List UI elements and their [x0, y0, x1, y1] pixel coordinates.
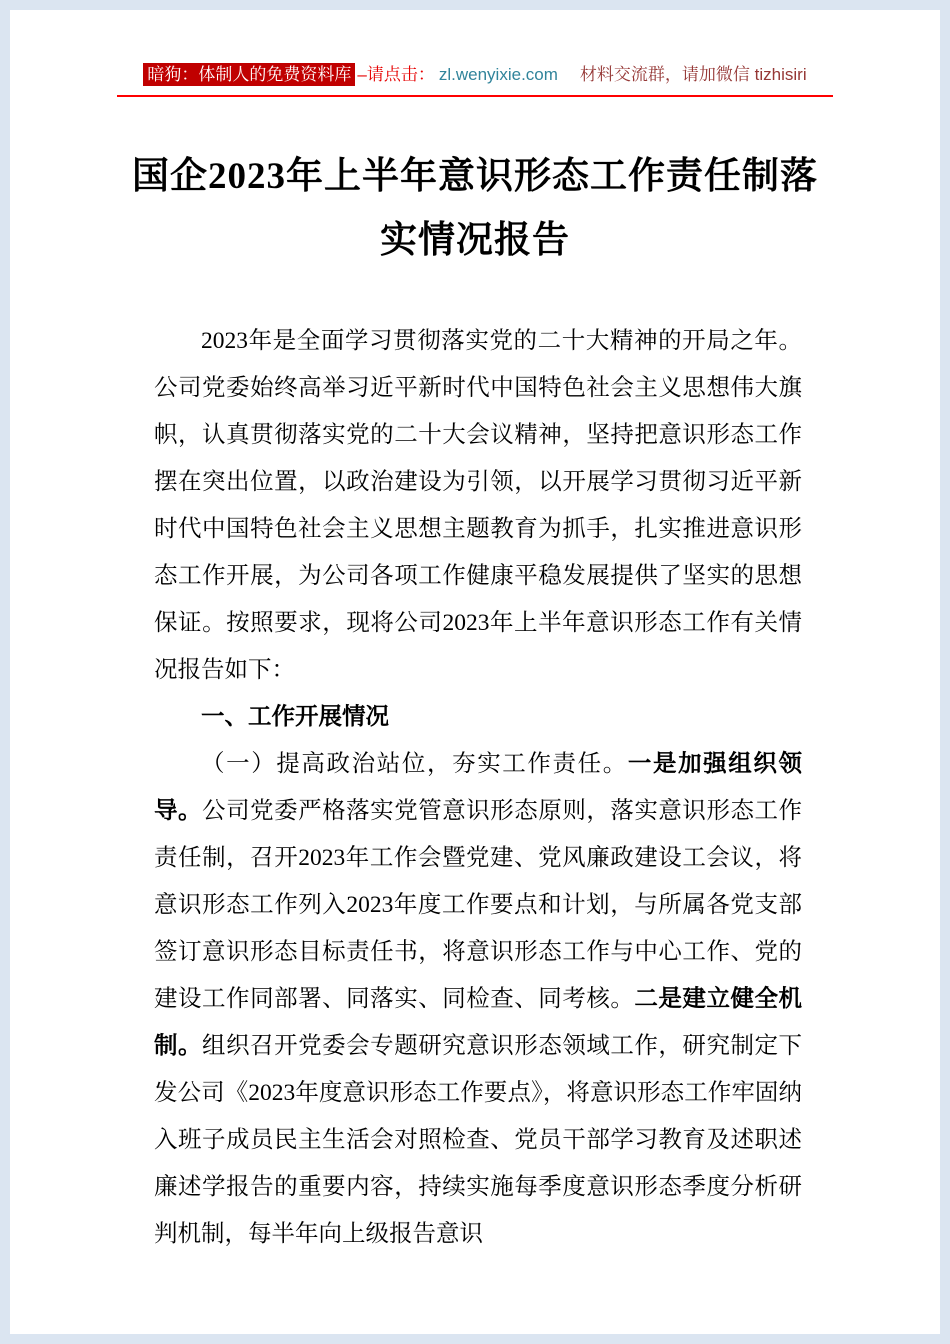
- paragraph-section-1: [154, 741, 802, 1258]
- promo-highlight-text: 暗狗：体制人的免费资料库: [143, 63, 355, 86]
- para1-lead-text: （一）提高政治站位，夯实工作责任。: [201, 751, 628, 778]
- document-title: 国企2023年上半年意识形态工作责任制落实情况报告: [132, 156, 818, 261]
- paragraph-intro: [154, 318, 802, 694]
- para1-point2-body: 组织召开党委会专题研究意识形态领域工作，研究制定下发公司《2023年度意识形态工作要点》，将意识形态工作牢固纳入班子成员民主生活会对照检查、党员干部学习教育及述职述廉述学报告的重要内容，持续实施每季度意识形态季度分析研判机制，每半年向上级报告意识: [154, 1033, 803, 1248]
- header-divider-line: [117, 95, 833, 97]
- promo-click-text: –请点击：: [357, 65, 435, 84]
- promo-header: [10, 60, 940, 85]
- para1-point1-title: 一是加强组织领导。: [154, 751, 803, 825]
- promo-wechat-text: 材料交流群，请加微信 tizhisiri: [579, 65, 807, 84]
- document-body: [154, 318, 802, 1258]
- promo-link[interactable]: zl.wenyixie.com: [438, 65, 558, 84]
- document-page: [10, 10, 940, 1334]
- para1-point2-title: 二是建立健全机制。: [154, 986, 803, 1060]
- para1-point1-body: 公司党委严格落实党管意识形态原则，落实意识形态工作责任制，召开2023年工作会暨党建、党风廉政建设工会议，将意识形态工作列入2023年度工作要点和计划，与所属各党支部签订意识形态目标责任书，将意识形态工作与中心工作、党的建设工作同部署、同落实、同检查、同考核。: [154, 798, 803, 1013]
- paragraph-intro-text: 2023年是全面学习贯彻落实党的二十大精神的开局之年。公司党委始终高举习近平新时代中国特色社会主义思想伟大旗帜，认真贯彻落实党的二十大会议精神，坚持把意识形态工作摆在突出位置，以政治建设为引领，以开展学习贯彻习近平新时代中国特色社会主义思想主题教育为抓手，扎实推进意识形态工作开展，为公司各项工作健康平稳发展提供了坚实的思想保证。按照要求，现将公司2023年上半年意识形态工作有关情况报告如下：: [154, 328, 802, 684]
- section-heading-1: [154, 694, 802, 741]
- section-heading-1-text: 一、工作开展情况: [201, 704, 389, 731]
